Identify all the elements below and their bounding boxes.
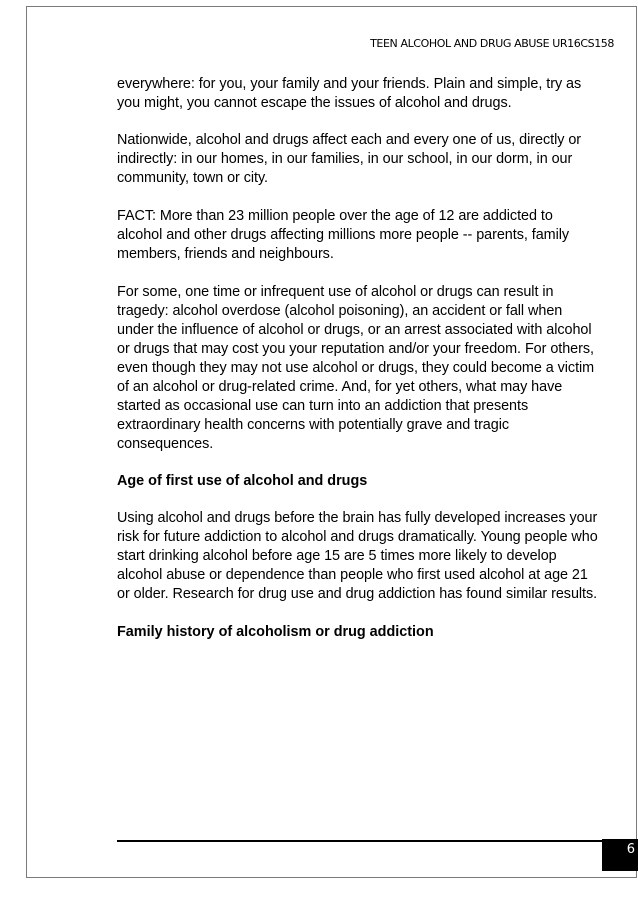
running-header: TEEN ALCOHOL AND DRUG ABUSE UR16CS158 [370,37,614,50]
paragraph-everywhere: everywhere: for you, your family and your friends. Plain and simple, try as you might, you cannot escape the issues of alcohol and drugs. [117,76,582,111]
paragraph-nationwide: Nationwide, alcohol and drugs affect each and every one of us, directly or indirectly: in our homes, in our families, in our school, in our dorm, in our community, town or city. [117,132,582,186]
paragraph-using-alcohol: Using alcohol and drugs before the brain has fully developed increases your risk for future addiction to alcohol and drugs dramatically. Young people who start drinking alcohol before age 15 are 5 times more likely to develop alcohol abuse or dependence than people who first used alcohol at age 21 or older. Research for drug use and drug addiction has found similar results. [117,510,598,602]
page-number: 6 [602,839,638,871]
footer-rule [117,840,605,842]
document-body [117,75,599,642]
heading-family-history: Family history of alcoholism or drug addiction [117,624,434,640]
paragraph-fact: FACT: More than 23 million people over the age of 12 are addicted to alcohol and other drugs affecting millions more people -- parents, family members, friends and neighbours. [117,208,570,262]
heading-age-of-first-use: Age of first use of alcohol and drugs [117,473,368,489]
paragraph-for-some: For some, one time or infrequent use of alcohol or drugs can result in tragedy: alcohol overdose (alcohol poisoning), an accident or fall when under the influence of alcohol or drugs, or an arrest associated with alcohol or drugs that may cost you your reputation and/or your freedom. For others, even though they may not use alcohol or drugs, they could become a victim of an alcohol or drug-related crime. And, for yet others, what may have started as occasional use can turn into an addiction that presents extraordinary health concerns with potentially grave and tragic consequences. [117,284,595,452]
